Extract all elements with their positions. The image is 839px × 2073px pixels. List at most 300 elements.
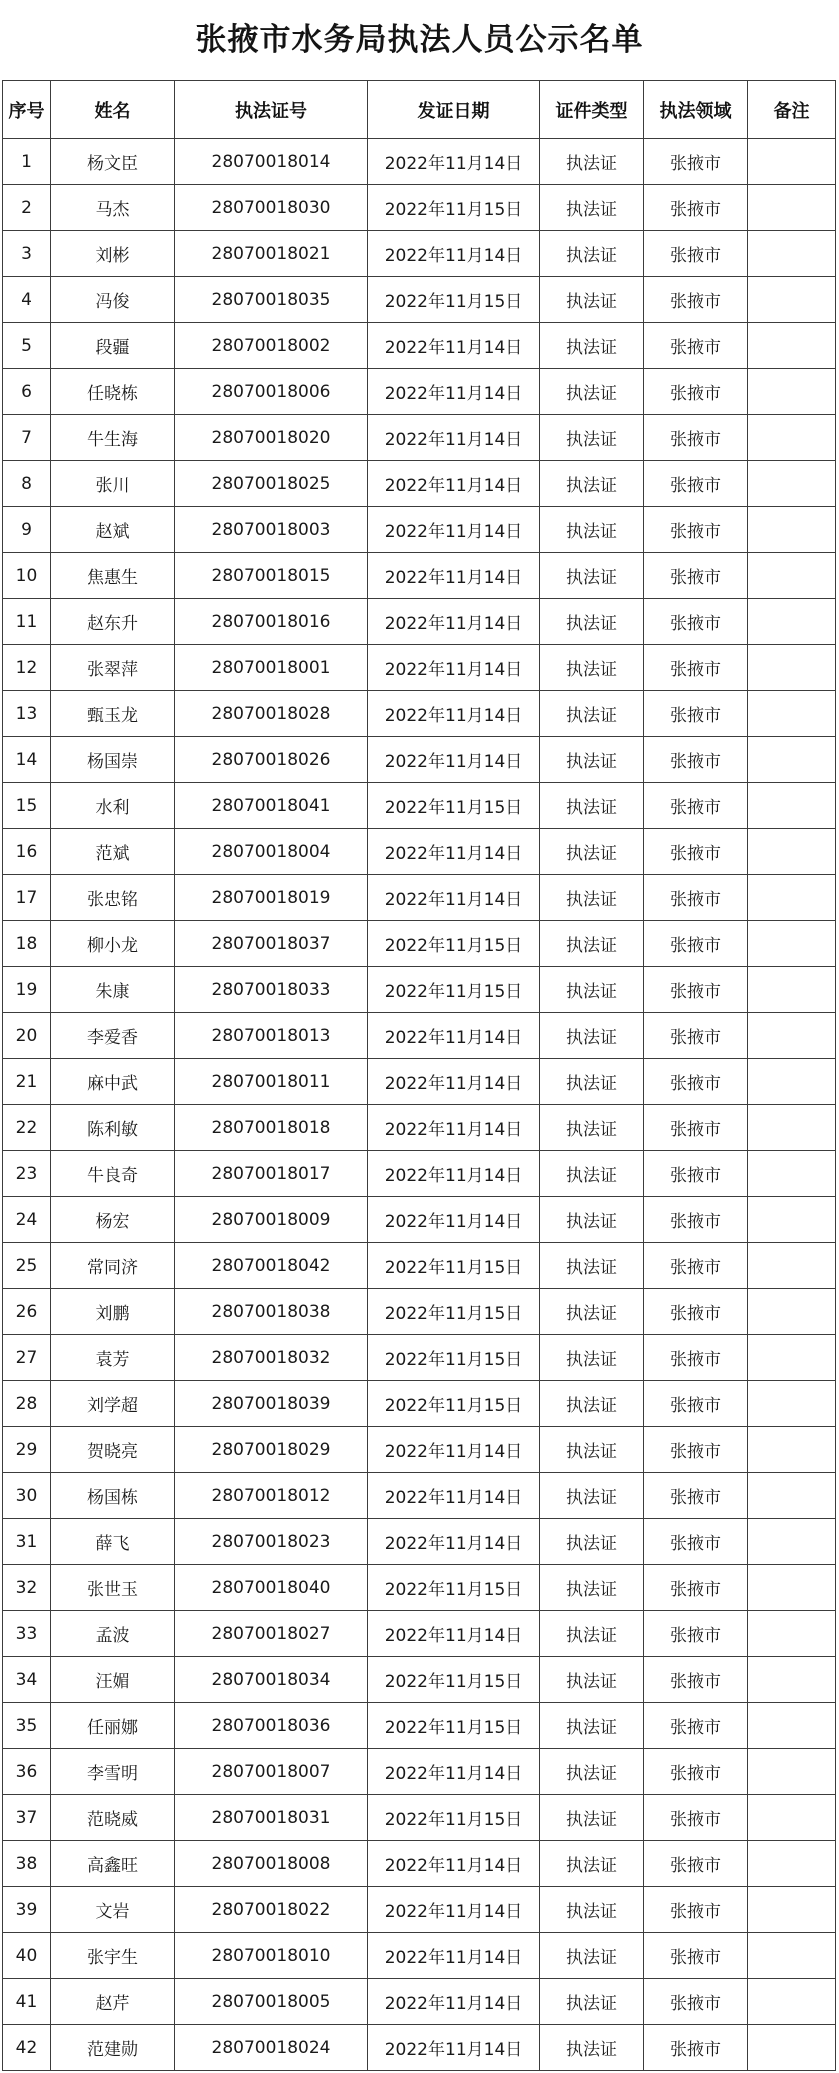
col-header-cert-number: 执法证号 <box>175 81 368 139</box>
cell-cert-number: 28070018025 <box>175 461 368 507</box>
cell-enforcement-area: 张掖市 <box>644 2025 748 2071</box>
cell-enforcement-area: 张掖市 <box>644 369 748 415</box>
cell-name: 杨文臣 <box>51 139 175 185</box>
col-header-issue-date: 发证日期 <box>368 81 540 139</box>
cell-cert-number: 28070018003 <box>175 507 368 553</box>
cell-cert-number: 28070018004 <box>175 829 368 875</box>
cell-enforcement-area: 张掖市 <box>644 1979 748 2025</box>
cell-remarks <box>748 1381 836 1427</box>
cell-remarks <box>748 645 836 691</box>
cell-cert-type: 执法证 <box>540 1611 644 1657</box>
cell-name: 赵芹 <box>51 1979 175 2025</box>
cell-enforcement-area: 张掖市 <box>644 1013 748 1059</box>
table-row <box>3 1473 836 1519</box>
cell-name: 贺晓亮 <box>51 1427 175 1473</box>
cell-remarks <box>748 1243 836 1289</box>
cell-issue-date: 2022年11月15日 <box>368 783 540 829</box>
cell-cert-type: 执法证 <box>540 1105 644 1151</box>
cell-name: 常同济 <box>51 1243 175 1289</box>
cell-issue-date: 2022年11月15日 <box>368 1703 540 1749</box>
cell-cert-number: 28070018008 <box>175 1841 368 1887</box>
cell-remarks <box>748 1841 836 1887</box>
cell-cert-type: 执法证 <box>540 553 644 599</box>
cell-issue-date: 2022年11月15日 <box>368 1243 540 1289</box>
cell-remarks <box>748 1565 836 1611</box>
cell-cert-type: 执法证 <box>540 783 644 829</box>
cell-issue-date: 2022年11月15日 <box>368 967 540 1013</box>
cell-enforcement-area: 张掖市 <box>644 1105 748 1151</box>
cell-no: 12 <box>3 645 51 691</box>
cell-issue-date: 2022年11月14日 <box>368 1979 540 2025</box>
cell-issue-date: 2022年11月14日 <box>368 829 540 875</box>
cell-no: 33 <box>3 1611 51 1657</box>
cell-name: 冯俊 <box>51 277 175 323</box>
cell-cert-type: 执法证 <box>540 1887 644 1933</box>
cell-issue-date: 2022年11月14日 <box>368 1611 540 1657</box>
cell-remarks <box>748 369 836 415</box>
cell-cert-type: 执法证 <box>540 1243 644 1289</box>
cell-cert-type: 执法证 <box>540 461 644 507</box>
col-header-cert-type: 证件类型 <box>540 81 644 139</box>
table-row <box>3 415 836 461</box>
cell-name: 甄玉龙 <box>51 691 175 737</box>
cell-enforcement-area: 张掖市 <box>644 1933 748 1979</box>
cell-name: 张宇生 <box>51 1933 175 1979</box>
cell-enforcement-area: 张掖市 <box>644 1749 748 1795</box>
cell-cert-type: 执法证 <box>540 1197 644 1243</box>
cell-issue-date: 2022年11月14日 <box>368 2025 540 2071</box>
cell-enforcement-area: 张掖市 <box>644 1795 748 1841</box>
table-row <box>3 1381 836 1427</box>
cell-issue-date: 2022年11月15日 <box>368 185 540 231</box>
cell-remarks <box>748 1105 836 1151</box>
cell-name: 赵东升 <box>51 599 175 645</box>
cell-issue-date: 2022年11月14日 <box>368 1197 540 1243</box>
cell-cert-type: 执法证 <box>540 323 644 369</box>
cell-issue-date: 2022年11月14日 <box>368 369 540 415</box>
cell-enforcement-area: 张掖市 <box>644 139 748 185</box>
cell-no: 30 <box>3 1473 51 1519</box>
cell-enforcement-area: 张掖市 <box>644 461 748 507</box>
table-row <box>3 599 836 645</box>
cell-no: 7 <box>3 415 51 461</box>
cell-cert-number: 28070018033 <box>175 967 368 1013</box>
cell-no: 24 <box>3 1197 51 1243</box>
cell-remarks <box>748 507 836 553</box>
cell-issue-date: 2022年11月14日 <box>368 415 540 461</box>
cell-remarks <box>748 1933 836 1979</box>
cell-cert-type: 执法证 <box>540 1795 644 1841</box>
cell-enforcement-area: 张掖市 <box>644 553 748 599</box>
cell-enforcement-area: 张掖市 <box>644 1243 748 1289</box>
cell-cert-type: 执法证 <box>540 599 644 645</box>
cell-remarks <box>748 829 836 875</box>
cell-enforcement-area: 张掖市 <box>644 783 748 829</box>
cell-issue-date: 2022年11月14日 <box>368 1887 540 1933</box>
cell-remarks <box>748 139 836 185</box>
cell-enforcement-area: 张掖市 <box>644 645 748 691</box>
cell-cert-number: 28070018010 <box>175 1933 368 1979</box>
cell-enforcement-area: 张掖市 <box>644 1151 748 1197</box>
cell-issue-date: 2022年11月14日 <box>368 1151 540 1197</box>
cell-name: 李爱香 <box>51 1013 175 1059</box>
cell-issue-date: 2022年11月14日 <box>368 323 540 369</box>
cell-remarks <box>748 1013 836 1059</box>
cell-cert-type: 执法证 <box>540 139 644 185</box>
cell-enforcement-area: 张掖市 <box>644 1197 748 1243</box>
cell-name: 杨国栋 <box>51 1473 175 1519</box>
cell-remarks <box>748 967 836 1013</box>
cell-cert-number: 28070018041 <box>175 783 368 829</box>
cell-no: 42 <box>3 2025 51 2071</box>
cell-issue-date: 2022年11月14日 <box>368 139 540 185</box>
cell-no: 27 <box>3 1335 51 1381</box>
cell-remarks <box>748 231 836 277</box>
cell-remarks <box>748 2025 836 2071</box>
cell-cert-type: 执法证 <box>540 829 644 875</box>
cell-issue-date: 2022年11月14日 <box>368 1473 540 1519</box>
cell-enforcement-area: 张掖市 <box>644 1887 748 1933</box>
table-row <box>3 1933 836 1979</box>
cell-name: 赵斌 <box>51 507 175 553</box>
cell-name: 汪媚 <box>51 1657 175 1703</box>
cell-cert-type: 执法证 <box>540 1289 644 1335</box>
cell-cert-type: 执法证 <box>540 1473 644 1519</box>
cell-remarks <box>748 691 836 737</box>
table-row <box>3 1565 836 1611</box>
cell-cert-number: 28070018029 <box>175 1427 368 1473</box>
cell-cert-type: 执法证 <box>540 1657 644 1703</box>
cell-name: 张川 <box>51 461 175 507</box>
table-row <box>3 1013 836 1059</box>
table-row <box>3 1979 836 2025</box>
cell-remarks <box>748 921 836 967</box>
cell-no: 20 <box>3 1013 51 1059</box>
cell-cert-type: 执法证 <box>540 691 644 737</box>
table-row <box>3 461 836 507</box>
cell-remarks <box>748 185 836 231</box>
cell-remarks <box>748 1611 836 1657</box>
cell-no: 5 <box>3 323 51 369</box>
cell-cert-type: 执法证 <box>540 921 644 967</box>
cell-name: 范晓威 <box>51 1795 175 1841</box>
cell-no: 41 <box>3 1979 51 2025</box>
table-row <box>3 1197 836 1243</box>
table-row <box>3 139 836 185</box>
cell-name: 范斌 <box>51 829 175 875</box>
cell-no: 31 <box>3 1519 51 1565</box>
cell-no: 35 <box>3 1703 51 1749</box>
cell-cert-number: 28070018035 <box>175 277 368 323</box>
cell-issue-date: 2022年11月14日 <box>368 1013 540 1059</box>
cell-no: 40 <box>3 1933 51 1979</box>
table-row <box>3 967 836 1013</box>
cell-no: 1 <box>3 139 51 185</box>
table-row <box>3 645 836 691</box>
cell-no: 18 <box>3 921 51 967</box>
document-title: 张掖市水务局执法人员公示名单 <box>195 22 644 58</box>
cell-issue-date: 2022年11月14日 <box>368 875 540 921</box>
cell-cert-number: 28070018013 <box>175 1013 368 1059</box>
table-row <box>3 921 836 967</box>
cell-enforcement-area: 张掖市 <box>644 1059 748 1105</box>
cell-remarks <box>748 737 836 783</box>
col-header-name: 姓名 <box>51 81 175 139</box>
cell-no: 21 <box>3 1059 51 1105</box>
table-row <box>3 2025 836 2071</box>
cell-enforcement-area: 张掖市 <box>644 1657 748 1703</box>
cell-issue-date: 2022年11月14日 <box>368 737 540 783</box>
cell-remarks <box>748 323 836 369</box>
cell-enforcement-area: 张掖市 <box>644 967 748 1013</box>
cell-issue-date: 2022年11月14日 <box>368 1427 540 1473</box>
cell-issue-date: 2022年11月14日 <box>368 1749 540 1795</box>
cell-no: 34 <box>3 1657 51 1703</box>
cell-cert-number: 28070018019 <box>175 875 368 921</box>
table-row <box>3 185 836 231</box>
table-row <box>3 783 836 829</box>
cell-no: 19 <box>3 967 51 1013</box>
cell-cert-number: 28070018005 <box>175 1979 368 2025</box>
cell-cert-number: 28070018038 <box>175 1289 368 1335</box>
cell-cert-type: 执法证 <box>540 277 644 323</box>
cell-remarks <box>748 1519 836 1565</box>
cell-issue-date: 2022年11月15日 <box>368 1565 540 1611</box>
header-row <box>3 81 836 139</box>
cell-enforcement-area: 张掖市 <box>644 1841 748 1887</box>
col-header-remarks: 备注 <box>748 81 836 139</box>
cell-cert-type: 执法证 <box>540 1059 644 1105</box>
table-row <box>3 1841 836 1887</box>
cell-enforcement-area: 张掖市 <box>644 1289 748 1335</box>
cell-no: 26 <box>3 1289 51 1335</box>
cell-cert-type: 执法证 <box>540 1703 644 1749</box>
cell-no: 29 <box>3 1427 51 1473</box>
cell-no: 11 <box>3 599 51 645</box>
cell-cert-number: 28070018039 <box>175 1381 368 1427</box>
table-header <box>3 81 836 139</box>
cell-no: 15 <box>3 783 51 829</box>
cell-remarks <box>748 1979 836 2025</box>
cell-name: 刘鹏 <box>51 1289 175 1335</box>
cell-cert-number: 28070018015 <box>175 553 368 599</box>
cell-no: 38 <box>3 1841 51 1887</box>
table-row <box>3 1243 836 1289</box>
cell-cert-number: 28070018031 <box>175 1795 368 1841</box>
cell-cert-number: 28070018037 <box>175 921 368 967</box>
cell-cert-type: 执法证 <box>540 369 644 415</box>
cell-issue-date: 2022年11月15日 <box>368 1657 540 1703</box>
cell-enforcement-area: 张掖市 <box>644 1519 748 1565</box>
cell-remarks <box>748 599 836 645</box>
cell-remarks <box>748 783 836 829</box>
cell-cert-number: 28070018023 <box>175 1519 368 1565</box>
cell-name: 袁芳 <box>51 1335 175 1381</box>
cell-issue-date: 2022年11月15日 <box>368 1795 540 1841</box>
cell-name: 杨宏 <box>51 1197 175 1243</box>
cell-enforcement-area: 张掖市 <box>644 1335 748 1381</box>
cell-cert-type: 执法证 <box>540 645 644 691</box>
cell-issue-date: 2022年11月14日 <box>368 1059 540 1105</box>
table-row <box>3 231 836 277</box>
table-row <box>3 1749 836 1795</box>
table-row <box>3 1105 836 1151</box>
cell-name: 段疆 <box>51 323 175 369</box>
cell-enforcement-area: 张掖市 <box>644 1565 748 1611</box>
cell-enforcement-area: 张掖市 <box>644 829 748 875</box>
cell-remarks <box>748 415 836 461</box>
cell-cert-type: 执法证 <box>540 1841 644 1887</box>
table-row <box>3 1657 836 1703</box>
table-row <box>3 829 836 875</box>
cell-cert-number: 28070018027 <box>175 1611 368 1657</box>
cell-cert-type: 执法证 <box>540 1565 644 1611</box>
cell-enforcement-area: 张掖市 <box>644 1427 748 1473</box>
cell-cert-number: 28070018028 <box>175 691 368 737</box>
cell-enforcement-area: 张掖市 <box>644 1381 748 1427</box>
cell-issue-date: 2022年11月15日 <box>368 1381 540 1427</box>
table-row <box>3 277 836 323</box>
cell-no: 16 <box>3 829 51 875</box>
cell-cert-number: 28070018018 <box>175 1105 368 1151</box>
table-row <box>3 875 836 921</box>
cell-cert-type: 执法证 <box>540 737 644 783</box>
cell-remarks <box>748 1795 836 1841</box>
table-row <box>3 507 836 553</box>
cell-remarks <box>748 1473 836 1519</box>
cell-cert-number: 28070018007 <box>175 1749 368 1795</box>
cell-remarks <box>748 1335 836 1381</box>
cell-name: 范建勋 <box>51 2025 175 2071</box>
table-row <box>3 323 836 369</box>
cell-cert-number: 28070018009 <box>175 1197 368 1243</box>
personnel-table <box>2 80 836 2071</box>
cell-name: 任晓栋 <box>51 369 175 415</box>
cell-cert-number: 28070018042 <box>175 1243 368 1289</box>
cell-no: 28 <box>3 1381 51 1427</box>
cell-cert-type: 执法证 <box>540 1519 644 1565</box>
cell-cert-type: 执法证 <box>540 1933 644 1979</box>
cell-name: 李雪明 <box>51 1749 175 1795</box>
cell-remarks <box>748 1197 836 1243</box>
cell-cert-number: 28070018002 <box>175 323 368 369</box>
cell-cert-type: 执法证 <box>540 875 644 921</box>
cell-no: 17 <box>3 875 51 921</box>
cell-remarks <box>748 1059 836 1105</box>
cell-no: 23 <box>3 1151 51 1197</box>
cell-name: 柳小龙 <box>51 921 175 967</box>
cell-cert-type: 执法证 <box>540 1151 644 1197</box>
cell-issue-date: 2022年11月14日 <box>368 1519 540 1565</box>
cell-name: 刘彬 <box>51 231 175 277</box>
cell-cert-type: 执法证 <box>540 1381 644 1427</box>
cell-no: 36 <box>3 1749 51 1795</box>
cell-cert-number: 28070018024 <box>175 2025 368 2071</box>
cell-issue-date: 2022年11月15日 <box>368 277 540 323</box>
cell-no: 22 <box>3 1105 51 1151</box>
cell-issue-date: 2022年11月14日 <box>368 231 540 277</box>
cell-no: 32 <box>3 1565 51 1611</box>
table-row <box>3 553 836 599</box>
table-row <box>3 1703 836 1749</box>
cell-enforcement-area: 张掖市 <box>644 1703 748 1749</box>
cell-cert-number: 28070018022 <box>175 1887 368 1933</box>
cell-name: 薛飞 <box>51 1519 175 1565</box>
cell-cert-number: 28070018014 <box>175 139 368 185</box>
table-row <box>3 1795 836 1841</box>
cell-cert-number: 28070018017 <box>175 1151 368 1197</box>
cell-name: 杨国崇 <box>51 737 175 783</box>
cell-enforcement-area: 张掖市 <box>644 1473 748 1519</box>
cell-name: 朱康 <box>51 967 175 1013</box>
cell-cert-number: 28070018036 <box>175 1703 368 1749</box>
cell-issue-date: 2022年11月14日 <box>368 1841 540 1887</box>
table-row <box>3 1289 836 1335</box>
cell-remarks <box>748 277 836 323</box>
cell-cert-type: 执法证 <box>540 185 644 231</box>
cell-remarks <box>748 553 836 599</box>
cell-enforcement-area: 张掖市 <box>644 691 748 737</box>
cell-name: 焦惠生 <box>51 553 175 599</box>
table-row <box>3 369 836 415</box>
table-row <box>3 1887 836 1933</box>
table-row <box>3 1519 836 1565</box>
cell-no: 8 <box>3 461 51 507</box>
cell-enforcement-area: 张掖市 <box>644 921 748 967</box>
col-header-no: 序号 <box>3 81 51 139</box>
cell-cert-number: 28070018021 <box>175 231 368 277</box>
cell-enforcement-area: 张掖市 <box>644 1611 748 1657</box>
cell-cert-number: 28070018001 <box>175 645 368 691</box>
cell-issue-date: 2022年11月14日 <box>368 1933 540 1979</box>
cell-no: 14 <box>3 737 51 783</box>
cell-cert-type: 执法证 <box>540 231 644 277</box>
cell-cert-number: 28070018016 <box>175 599 368 645</box>
table-row <box>3 737 836 783</box>
cell-name: 高鑫旺 <box>51 1841 175 1887</box>
cell-cert-type: 执法证 <box>540 415 644 461</box>
cell-name: 张翠萍 <box>51 645 175 691</box>
cell-no: 37 <box>3 1795 51 1841</box>
cell-cert-type: 执法证 <box>540 967 644 1013</box>
table-row <box>3 1427 836 1473</box>
cell-remarks <box>748 1289 836 1335</box>
cell-cert-type: 执法证 <box>540 1335 644 1381</box>
cell-cert-number: 28070018006 <box>175 369 368 415</box>
cell-remarks <box>748 1749 836 1795</box>
cell-enforcement-area: 张掖市 <box>644 277 748 323</box>
cell-enforcement-area: 张掖市 <box>644 875 748 921</box>
cell-no: 10 <box>3 553 51 599</box>
cell-name: 水利 <box>51 783 175 829</box>
cell-enforcement-area: 张掖市 <box>644 323 748 369</box>
cell-name: 刘学超 <box>51 1381 175 1427</box>
cell-cert-number: 28070018026 <box>175 737 368 783</box>
cell-name: 孟波 <box>51 1611 175 1657</box>
table-row <box>3 1059 836 1105</box>
cell-no: 39 <box>3 1887 51 1933</box>
cell-cert-type: 执法证 <box>540 2025 644 2071</box>
cell-name: 马杰 <box>51 185 175 231</box>
cell-no: 3 <box>3 231 51 277</box>
cell-issue-date: 2022年11月15日 <box>368 1289 540 1335</box>
cell-remarks <box>748 1151 836 1197</box>
cell-enforcement-area: 张掖市 <box>644 599 748 645</box>
cell-remarks <box>748 1657 836 1703</box>
cell-name: 陈利敏 <box>51 1105 175 1151</box>
cell-cert-number: 28070018032 <box>175 1335 368 1381</box>
cell-no: 9 <box>3 507 51 553</box>
